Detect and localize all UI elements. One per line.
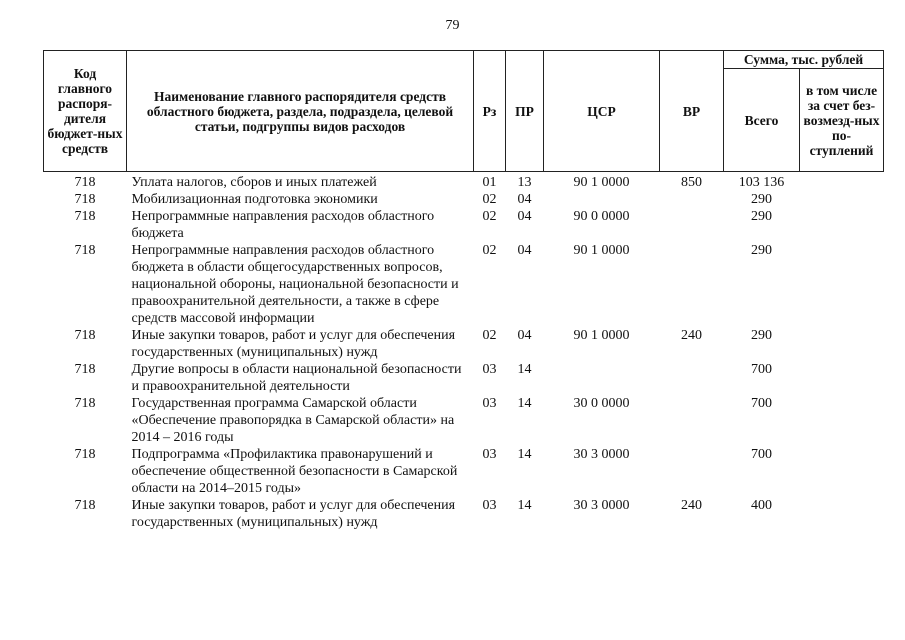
cell-vr [660,208,724,242]
cell-total: 700 [751,396,772,411]
cell-rz: 03 [482,362,497,377]
cell-csr: 30 3 0000 [573,498,630,513]
header-total: Всего [724,69,800,172]
table-row [44,395,884,446]
cell-csr: 90 1 0000 [573,243,630,258]
cell-code: 718 [74,447,96,462]
cell-total: 400 [751,498,772,513]
cell-code: 718 [74,243,96,258]
cell-incl [800,327,884,361]
header-sum: Сумма, тыс. рублей [724,51,884,69]
cell-code: 718 [74,192,96,207]
cell-total: 290 [751,328,772,343]
cell-pr: 04 [517,192,532,207]
cell-vr [660,395,724,446]
table-header [44,51,884,172]
cell-csr: 90 1 0000 [573,175,630,190]
cell-name: Государственная программа Самарской области «Обеспечение правопорядка в Самарской области» на 2014 – 2016 годы [131,396,455,445]
cell-incl [800,172,884,192]
cell-code: 718 [74,328,96,343]
table-row [44,361,884,395]
table-row [44,497,884,531]
table-row [44,191,884,208]
cell-name: Другие вопросы в области национальной безопасности и правоохранительной деятельности [131,362,462,394]
cell-vr: 850 [681,175,702,190]
cell-incl [800,361,884,395]
header-csr: ЦСР [544,51,660,172]
cell-name: Непрограммные направления расходов областного бюджета в области общегосударственных вопросов, национальной обороны, национальной безопасности и правоохранительной деятельности, а также в сфере средств массовой информации [131,243,459,326]
page-number: 79 [445,18,460,33]
cell-total: 290 [751,209,772,224]
cell-vr: 240 [681,328,702,343]
cell-pr: 14 [517,447,532,462]
cell-name: Мобилизационная подготовка экономики [131,192,378,207]
cell-vr: 240 [681,498,702,513]
cell-rz: 02 [482,192,497,207]
cell-rz: 03 [482,498,497,513]
cell-pr: 14 [517,362,532,377]
cell-total: 103 136 [738,175,785,190]
cell-code: 718 [74,209,96,224]
table-row [44,446,884,497]
cell-incl [800,242,884,327]
budget-table [43,50,884,531]
cell-csr [544,361,660,395]
header-vr: ВР [660,51,724,172]
cell-total: 290 [751,192,772,207]
cell-total: 700 [751,362,772,377]
cell-name: Непрограммные направления расходов областного бюджета [131,209,435,241]
cell-vr [660,361,724,395]
cell-vr [660,191,724,208]
cell-incl [800,395,884,446]
cell-pr: 04 [517,209,532,224]
cell-rz: 02 [482,328,497,343]
header-rz: Рз [474,51,506,172]
cell-rz: 02 [482,243,497,258]
header-name: Наименование главного распорядителя средств областного бюджета, раздела, подраздела, целевой статьи, подгруппы видов расходов [127,51,474,172]
cell-rz: 01 [482,175,497,190]
cell-vr [660,242,724,327]
cell-rz: 03 [482,447,497,462]
table-row [44,208,884,242]
cell-incl [800,446,884,497]
cell-csr: 30 0 0000 [573,396,630,411]
cell-rz: 02 [482,209,497,224]
cell-code: 718 [74,396,96,411]
cell-csr: 30 3 0000 [573,447,630,462]
cell-incl [800,191,884,208]
cell-name: Уплата налогов, сборов и иных платежей [131,175,377,190]
cell-rz: 03 [482,396,497,411]
cell-code: 718 [74,362,96,377]
cell-incl [800,497,884,531]
cell-code: 718 [74,175,96,190]
cell-total: 700 [751,447,772,462]
cell-csr [544,191,660,208]
cell-name: Иные закупки товаров, работ и услуг для обеспечения государственных (муниципальных) нужд [131,498,456,530]
table-row [44,242,884,327]
cell-pr: 14 [517,396,532,411]
cell-pr: 04 [517,243,532,258]
cell-vr [660,446,724,497]
cell-name: Иные закупки товаров, работ и услуг для обеспечения государственных (муниципальных) нужд [131,328,456,360]
header-incl: в том числе за счет без-возмезд-ных по-ступлений [800,69,884,172]
cell-pr: 13 [517,175,532,190]
cell-csr: 90 1 0000 [573,328,630,343]
cell-pr: 04 [517,328,532,343]
cell-incl [800,208,884,242]
cell-csr: 90 0 0000 [573,209,630,224]
table-row [44,327,884,361]
cell-code: 718 [74,498,96,513]
table-body [44,172,884,532]
cell-pr: 14 [517,498,532,513]
table-row [44,172,884,192]
header-code: Код главного распоря-дителя бюджет-ных средств [44,51,127,172]
cell-total: 290 [751,243,772,258]
cell-name: Подпрограмма «Профилактика правонарушений и обеспечение общественной безопасности в Самарской области на 2014–2015 годы» [131,447,458,496]
header-pr: ПР [506,51,544,172]
